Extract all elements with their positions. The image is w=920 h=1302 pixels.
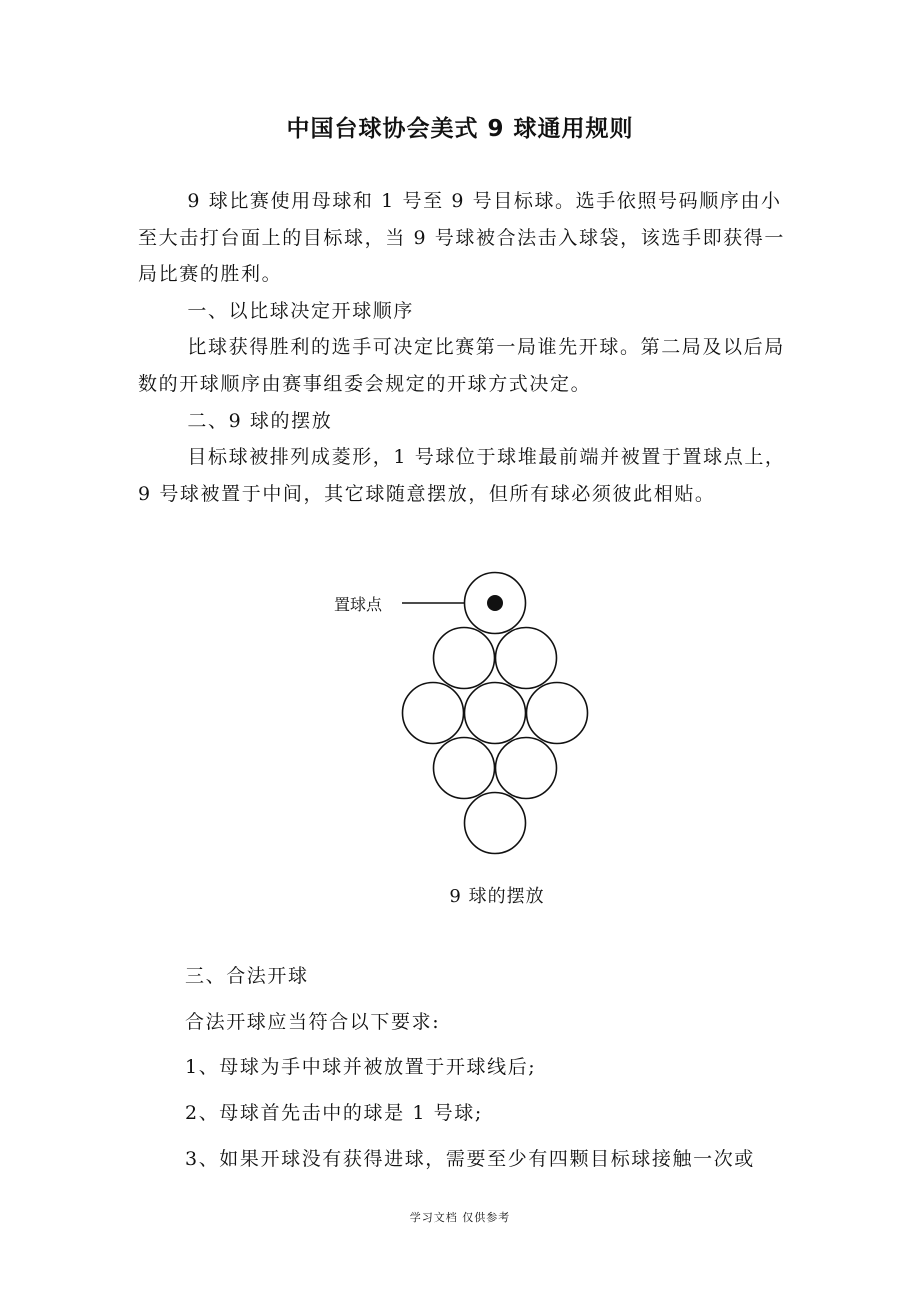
rack-ball bbox=[434, 628, 495, 689]
rack-ball bbox=[465, 683, 526, 744]
rack-ball bbox=[465, 793, 526, 854]
spot-label: 置球点 bbox=[334, 595, 383, 614]
rack-diagram bbox=[320, 565, 600, 865]
page-title: 中国台球协会美式 9 球通用规则 bbox=[286, 116, 634, 142]
section-3-lead: 合法开球应当符合以下要求: bbox=[185, 1010, 441, 1033]
ball-rack bbox=[403, 573, 588, 854]
section-1-heading: 一、以比球决定开球顺序 bbox=[187, 299, 414, 322]
page-footer: 学习文档 仅供参考 bbox=[409, 1211, 511, 1224]
section-3-heading: 三、合法开球 bbox=[185, 965, 309, 987]
rack-ball bbox=[527, 683, 588, 744]
body-text bbox=[138, 183, 788, 512]
rack-ball bbox=[496, 628, 557, 689]
rule-item: 3、如果开球没有获得进球，需要至少有四颗目标球接触一次或 bbox=[185, 1147, 755, 1170]
figure-caption: 9 球的摆放 bbox=[449, 886, 545, 907]
rack-ball bbox=[434, 738, 495, 799]
rack-ball bbox=[403, 683, 464, 744]
section-3 bbox=[185, 958, 805, 1186]
section-2-heading: 二、9 球的摆放 bbox=[187, 409, 333, 432]
section-1-paragraph: 比球获得胜利的选手可决定比赛第一局谁先开球。第二局及以后局数的开球顺序由赛事组委会规定的开球方式决定。 bbox=[138, 336, 785, 395]
rule-item: 2、母球首先击中的球是 1 号球; bbox=[185, 1102, 483, 1125]
section-2-paragraph: 目标球被排列成菱形，1 号球位于球堆最前端并被置于置球点上，9 号球被置于中间，其它球随意摆放，但所有球必须彼此相贴。 bbox=[138, 446, 786, 505]
foot-spot-dot bbox=[487, 595, 503, 611]
rule-item: 1、母球为手中球并被放置于开球线后; bbox=[185, 1056, 537, 1079]
rack-ball bbox=[496, 738, 557, 799]
intro-paragraph: 9 球比赛使用母球和 1 号至 9 号目标球。选手依照号码顺序由小至大击打台面上的目标球，当 9 号球被合法击入球袋，该选手即获得一局比赛的胜利。 bbox=[138, 190, 785, 286]
